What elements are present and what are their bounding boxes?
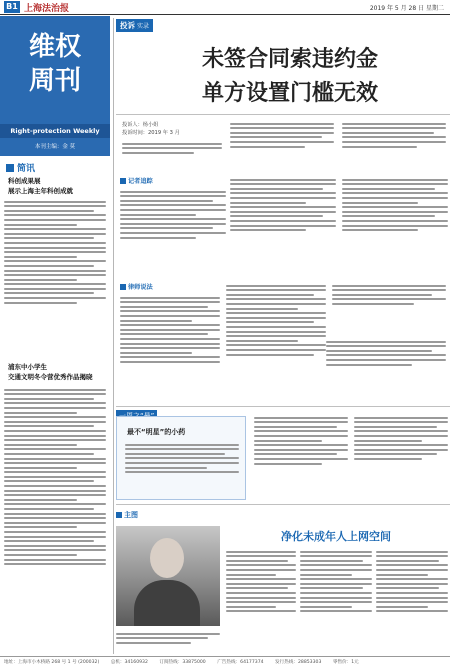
feature-col2 bbox=[300, 548, 372, 660]
weekly-most-col2 bbox=[254, 414, 348, 500]
square-bullet-icon bbox=[6, 164, 14, 172]
lead-paragraph bbox=[122, 140, 222, 170]
editor-note-box bbox=[326, 338, 446, 396]
portrait-head bbox=[150, 538, 184, 578]
reporter-follow-label: 记者追踪 bbox=[128, 178, 153, 185]
masthead: 上海法治报 bbox=[24, 4, 70, 14]
square-bullet-icon bbox=[120, 178, 126, 184]
weekly-most-title: 最不“明星”的小药 bbox=[127, 428, 186, 436]
weekly-title-block bbox=[0, 16, 110, 156]
weekly-most-col3 bbox=[354, 414, 448, 500]
portrait-photo bbox=[116, 526, 220, 626]
reporter-follow-heading bbox=[120, 176, 153, 185]
dateline: 2019 年 5 月 28 日 星期二 bbox=[369, 5, 444, 12]
brief-item-1-body bbox=[4, 198, 106, 348]
reporter-follow-col2 bbox=[230, 176, 336, 276]
lawyer-comment-label: 律师说法 bbox=[128, 284, 153, 291]
footer-price: 零售价：1元 bbox=[332, 660, 359, 665]
lawyer-comment-col3 bbox=[332, 282, 446, 332]
footer-address: 地址：上海市小木桥路 268 号 1 号 (200032) bbox=[4, 660, 100, 665]
complaint-paragraph-3 bbox=[342, 120, 446, 172]
feature-col1 bbox=[226, 548, 296, 660]
section-rule-2 bbox=[116, 504, 450, 505]
weekly-most-body bbox=[125, 441, 239, 497]
brief-item-2-title: 浦东中小学生 bbox=[8, 363, 47, 371]
lawyer-comment-col1 bbox=[120, 294, 220, 404]
byline bbox=[122, 121, 180, 137]
headline-line1: 未签合同索违约金 bbox=[201, 46, 378, 72]
column-divider bbox=[113, 18, 114, 654]
feature-title: 净化未成年人上网空间 bbox=[281, 530, 391, 543]
weekly-editor: 本刊主编：金 莫 bbox=[34, 144, 76, 150]
feature-tag-label: 主图 bbox=[124, 511, 138, 519]
brief-item-1-title: 科创成果展 bbox=[8, 177, 41, 185]
footer-switchboard: 总机：34160932 bbox=[110, 660, 148, 665]
footer-distribution: 发行热线：28853303 bbox=[275, 660, 322, 665]
page-footer bbox=[0, 656, 450, 668]
brief-label: 简讯 bbox=[17, 164, 36, 174]
lawyer-comment-heading bbox=[120, 282, 153, 291]
main-content bbox=[116, 16, 450, 656]
complaint-tag-label: 投诉 bbox=[120, 21, 135, 30]
feature-col3 bbox=[376, 548, 448, 660]
brief-item-2-body bbox=[4, 386, 106, 654]
page-header bbox=[0, 0, 450, 15]
feature-tag bbox=[116, 510, 138, 520]
portrait-body bbox=[134, 580, 200, 626]
reporter-follow-col3 bbox=[342, 176, 448, 276]
byline-date: 投诉时间：2019 年 3 月 bbox=[122, 130, 180, 136]
footer-subscription: 订阅热线：33875000 bbox=[159, 660, 206, 665]
weekly-title-english: Right-protection Weekly bbox=[0, 124, 110, 138]
weekly-title bbox=[6, 30, 104, 98]
brief-item-1-subtitle: 展示上海主年科创成就 bbox=[8, 187, 73, 195]
section-rule bbox=[116, 406, 450, 407]
weekly-title-line2: 周刊 bbox=[28, 66, 81, 96]
brief-section-heading bbox=[6, 161, 35, 174]
page-number-badge: B1 bbox=[4, 1, 20, 13]
complaint-tag-sub: 实录 bbox=[137, 23, 150, 30]
weekly-most-box bbox=[116, 416, 246, 500]
headline-line2: 单方设置门槛无效 bbox=[201, 80, 378, 106]
lawyer-comment-col2 bbox=[226, 282, 326, 402]
square-bullet-icon bbox=[120, 284, 126, 290]
headline-rule bbox=[116, 114, 450, 115]
complaint-tag bbox=[116, 19, 153, 32]
square-bullet-icon bbox=[116, 512, 122, 518]
byline-complainant: 投诉人：杨小姐 bbox=[122, 122, 159, 128]
left-column bbox=[0, 16, 110, 656]
weekly-title-line1: 维权 bbox=[28, 32, 81, 62]
brief-item-2-subtitle: 交通文明冬令营优秀作品揭晓 bbox=[8, 373, 93, 381]
reporter-follow-col1 bbox=[120, 188, 226, 278]
complaint-paragraph-2 bbox=[230, 120, 334, 172]
footer-ad-hotline: 广告热线：64177374 bbox=[217, 660, 264, 665]
